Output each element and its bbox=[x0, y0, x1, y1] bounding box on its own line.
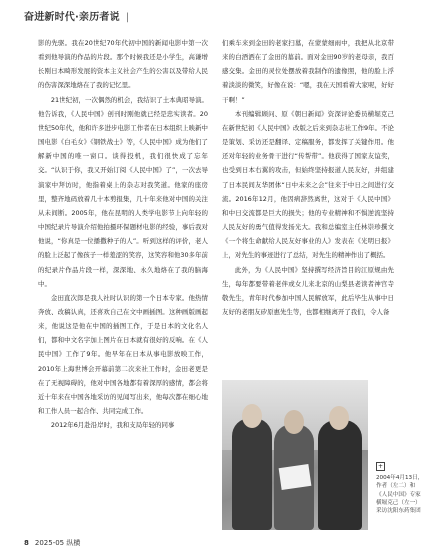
interview-photo bbox=[222, 380, 368, 530]
paragraph: 影的先驱。我在20世纪70年代初中国的新闻电影中第一次看到他导演的作品的片段。那个时候我还是小学生，高谦增长刚日本畸形发展的资本主义社会产生的公害以及带给人民的伤害深深地烙在了我的记忆里。 bbox=[38, 39, 208, 90]
issue-label: 2025-05 纵横 bbox=[34, 539, 81, 547]
left-text-column bbox=[38, 36, 208, 432]
paragraph: 们乘车来到金田的老家扫墓，在蒙蒙细雨中，我把从北京带来的白酒洒在了金田的墓前。面对金田90岁的老母亲，我百感交集。金田的灵位处摆放着我制作的遗像照，他的脸上浮着淡淡的微笑，好像在说：“嗯，我在天国看着大家呢，好好干啊！” bbox=[222, 39, 394, 104]
section-title: 奋进新时代·亲历者说 bbox=[24, 12, 120, 23]
paragraph: 此外，为《人民中国》坚持撰写经济旨目的江原规由先生，每年都要带着老伴或女儿来北京的山梨县老读者神宫寺敬先生，青年时代参加中国人民解放军，此后毕生从事中日友好的老朋友矽原惠先生等，也都相继离开了我们，令人备 bbox=[222, 265, 394, 316]
right-text-column bbox=[222, 36, 394, 319]
page-footer bbox=[24, 538, 80, 548]
section-header bbox=[24, 8, 129, 22]
paragraph: 金田直次郎是我人社时认识的第一个日本专家。他热情奔放、改稿认真，还喜欢自己在文中画插图。这种画版画起来，他说这是他在中国的插图工作，于是日本的文化名人们，都和中文名字加上图片在日本就有很好的反响。在《人民中国》工作了9年。他早年在日本从事电影放映工作，2010年上海世博会开幕前第二次来社工作时，金田老更是在了无视障碍的，他对中国各地都有着深厚的感情，都会将近十年来在中国各地采访的见闻写出来，他每次都在细心地和工作人员一起合作、共同完成工作。 bbox=[38, 293, 208, 416]
photo-caption: 2004年4月13日，作者（左二）和《人民中国》专家横堀克己（左一）采访沈阳东药集团 bbox=[376, 475, 424, 515]
page-number: 8 bbox=[24, 539, 29, 547]
caption-marker-icon: + bbox=[377, 463, 384, 470]
paragraph: 2012年6月赴沿岸时，我和支局年轻的同事 bbox=[50, 421, 175, 430]
paragraph: 21世纪初，一次偶然的机会，我结识了土本典昭导演。他告诉我，《人民中国》创刊时刚他就已经是忠实读者。20世纪50年代，他和许多进步电影工作者在日本组织上映新中国电影《白毛女》《钢铁战士》等，《人民中国》成为他们了解新中国的唯一窗口。谈得投机，我们很快成了忘年交。“认识于你，我又开始订阅《人民中国》了”，一次去导演家中拜访时，他指着桌上的杂志对我笑道。他家的座房里，整齐地码放着几十本剪报集，几十年来他对中国的关注从未间断。2005年，他在昆明的人类学电影节上向年轻的中国纪录片导演介绍他拍摄环保题材电影的经验，事后我对他说，“你真是一位播撒种子的人”。听到这样的评价，老人的脸上泛起了像孩子一样羞涩的笑容，这笑容和他30多年前的纪录片作品片段一样，深深地、永久地烙在了我的脑海中。 bbox=[38, 95, 208, 288]
paragraph: 本刊编辑顾问、原《朝日新闻》资深评论委员横堀克己在新世纪初《人民中国》改版之后来到杂志社工作9年。不论是策划、采访还是翻译、定稿服务，都发挥了关键作用。他还对年轻的业务骨干进行“传帮带”。他获得了国家友谊奖，也受到日本右翼的攻击，但始终坚持报道人民友好，并组建了日本民间友华团体“日中未来之会”往来于中日之间进行交流。2016年12月，他因病辞然离世，这对于《人民中国》和中日交流都是巨大的损失；他的专业精神和不惧逆流坚持人民友好的勇气值得发扬光大。我和总编室主任林崇珍撰文《一个将生命献给人民友好事业的人》发表在《光明日报》上，对先生的事迹进行了总结，对先生的精神作出了概括。 bbox=[222, 109, 394, 260]
header-separator: | bbox=[125, 12, 130, 23]
